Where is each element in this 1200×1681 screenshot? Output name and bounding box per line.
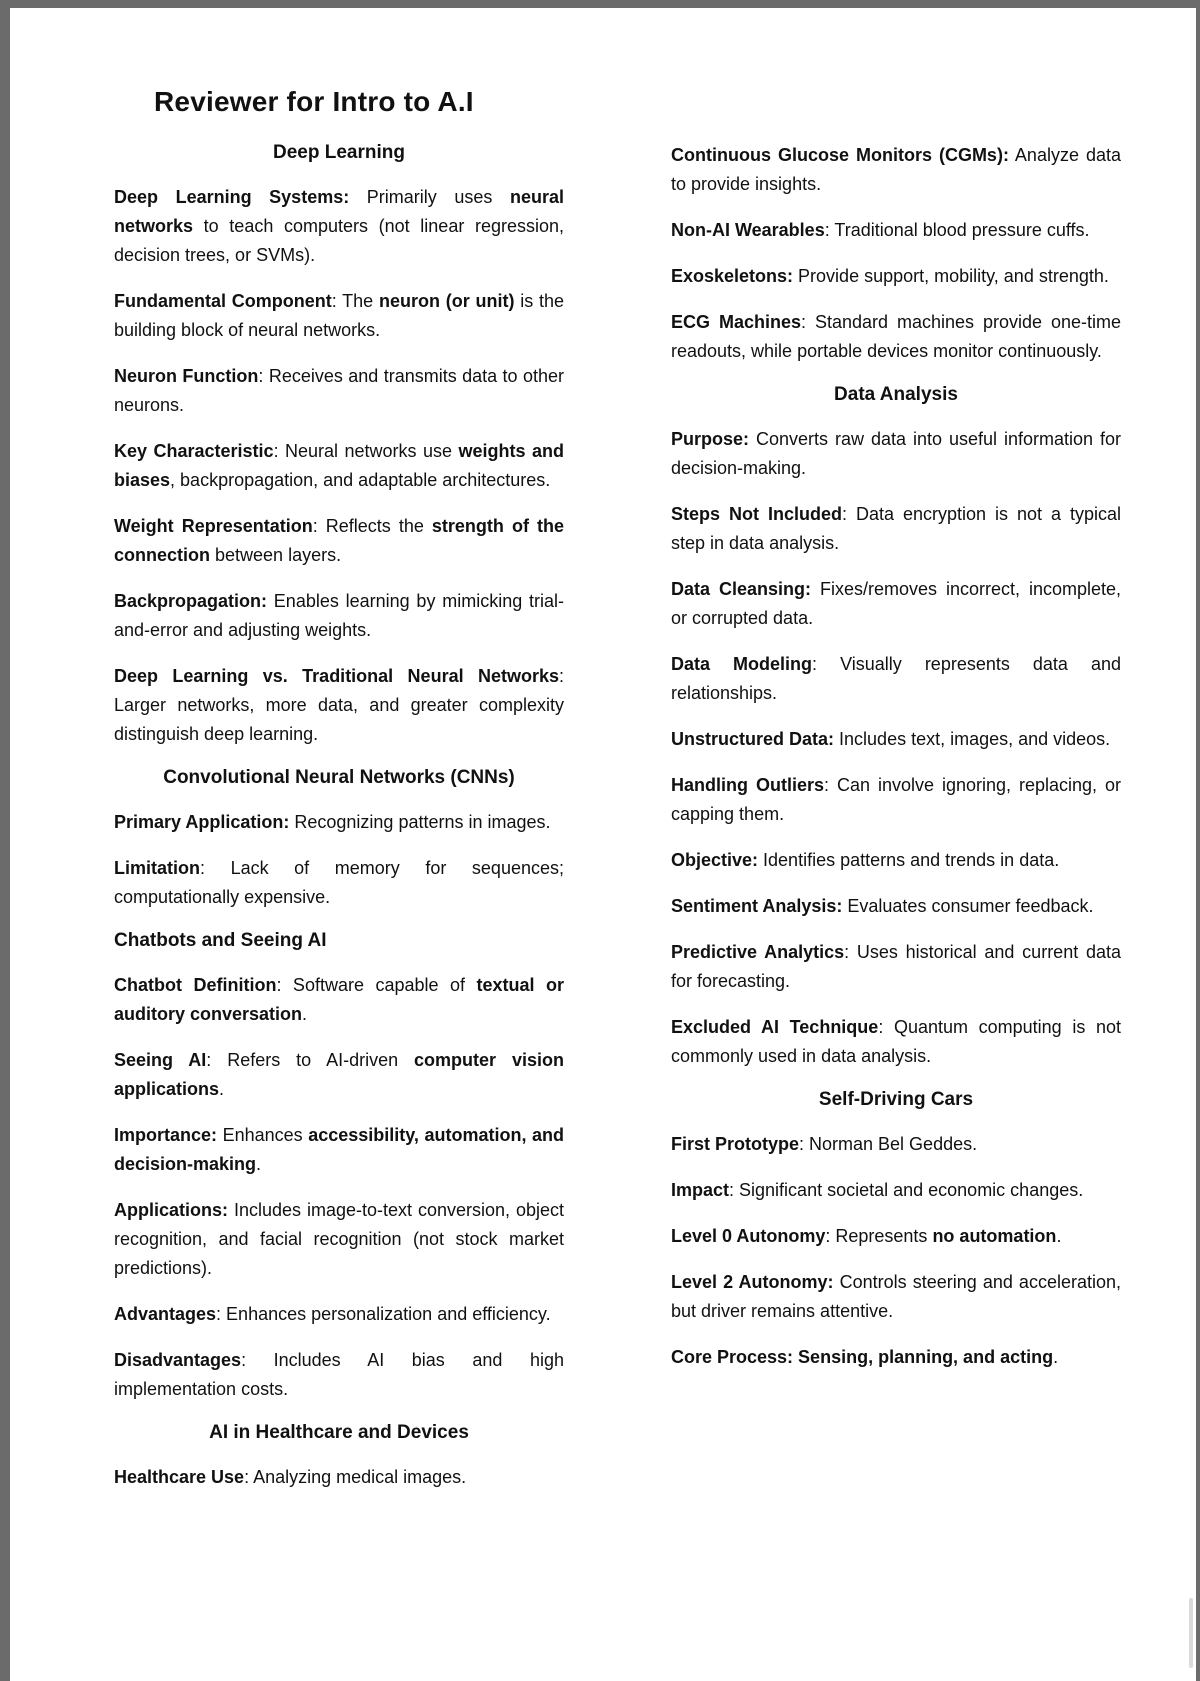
- entry-text: : Can involve ignoring, replacing, or capping them.: [671, 775, 1121, 824]
- scroll-indicator[interactable]: [1189, 1598, 1193, 1668]
- entry-bold-text: Core Process: Sensing, planning, and acting: [671, 1347, 1054, 1367]
- entry-bold-text: Backpropagation:: [114, 591, 268, 611]
- entry-paragraph: [114, 808, 564, 837]
- section-heading-self-driving-cars: Self-Driving Cars: [818, 1089, 974, 1110]
- entry-text: : Visually represents data and relationships.: [671, 654, 1121, 703]
- entry-text: .: [1056, 1226, 1062, 1246]
- entry-paragraph: [671, 771, 1121, 829]
- left-column: [114, 141, 564, 1509]
- entry-text: : Norman Bel Geddes.: [799, 1134, 978, 1154]
- entry-paragraph: [671, 1176, 1121, 1205]
- section-heading-deep-learning: Deep Learning: [273, 142, 405, 163]
- section-heading-chatbots-and-seeing-ai: Chatbots and Seeing AI: [114, 930, 327, 951]
- entry-paragraph: [114, 1196, 564, 1283]
- entry-bold-text: strength of the connection: [114, 516, 564, 565]
- entry-paragraph: [671, 1268, 1121, 1326]
- section-heading-convolutional-neural-networks-cnns: Convolutional Neural Networks (CNNs): [163, 767, 515, 788]
- entry-paragraph: [671, 938, 1121, 996]
- entry-paragraph: [114, 183, 564, 270]
- entry-text: : Receives and transmits data to other neurons.: [114, 366, 565, 415]
- entry-paragraph: [114, 1463, 564, 1492]
- entry-bold-text: neuron (or unit): [378, 291, 515, 311]
- entry-text: Includes text, images, and videos.: [834, 729, 1111, 749]
- entry-bold-text: Healthcare Use: [114, 1467, 245, 1487]
- entry-bold-text: Limitation: [114, 858, 200, 878]
- entry-paragraph: [114, 662, 564, 749]
- entry-bold-text: First Prototype: [671, 1134, 800, 1154]
- entry-paragraph: [671, 216, 1121, 245]
- entry-text: is the building block of neural networks.: [114, 291, 564, 340]
- entry-bold-text: Deep Learning Systems:: [114, 187, 350, 207]
- entry-text: : Represents: [825, 1226, 933, 1246]
- entry-paragraph: [671, 500, 1121, 558]
- entry-bold-text: Key Characteristic: [114, 441, 274, 461]
- entry-bold-text: Neuron Function: [114, 366, 259, 386]
- entry-bold-text: textual or auditory conversation: [114, 975, 564, 1024]
- entry-bold-text: Applications:: [114, 1200, 229, 1220]
- entry-text: Includes image-to-text conversion, object recognition, and facial recognition (not stock market predictions).: [114, 1200, 564, 1278]
- entry-paragraph: [671, 650, 1121, 708]
- entry-text: Analyze data to provide insights.: [671, 145, 1121, 194]
- entry-paragraph: [114, 1121, 564, 1179]
- right-column: [671, 141, 1121, 1389]
- entry-text: : Refers to AI-driven: [206, 1050, 415, 1070]
- entry-bold-text: Unstructured Data:: [671, 729, 835, 749]
- entry-text: .: [1053, 1347, 1059, 1367]
- entry-bold-text: weights and biases: [114, 441, 564, 490]
- entry-text: Converts raw data into useful information for decision-making.: [671, 429, 1121, 478]
- entry-text: Identifies patterns and trends in data.: [758, 850, 1060, 870]
- entry-paragraph: [114, 971, 564, 1029]
- entry-text: : Larger networks, more data, and greater complexity distinguish deep learning.: [114, 666, 564, 744]
- entry-text: Enhances: [217, 1125, 309, 1145]
- entry-text: : Data encryption is not a typical step in data analysis.: [671, 504, 1121, 553]
- entry-paragraph: [671, 725, 1121, 754]
- entry-bold-text: Importance:: [114, 1125, 218, 1145]
- entry-bold-text: Weight Representation: [114, 516, 313, 536]
- entry-bold-text: computer vision applications: [114, 1050, 564, 1099]
- entry-text: : Analyzing medical images.: [244, 1467, 467, 1487]
- entry-bold-text: Steps Not Included: [671, 504, 842, 524]
- entry-text: Provide support, mobility, and strength.: [793, 266, 1109, 286]
- entry-paragraph: [114, 587, 564, 645]
- entry-text: : Significant societal and economic changes.: [729, 1180, 1084, 1200]
- entry-bold-text: Impact: [671, 1180, 730, 1200]
- entry-bold-text: Level 2 Autonomy:: [671, 1272, 834, 1292]
- entry-text: Enables learning by mimicking trial-and-error and adjusting weights.: [114, 591, 564, 640]
- entry-paragraph: [671, 1013, 1121, 1071]
- entry-paragraph: [114, 1300, 564, 1329]
- entry-bold-text: Primary Application:: [114, 812, 290, 832]
- entry-bold-text: Deep Learning vs. Traditional Neural Networks: [114, 666, 559, 686]
- entry-bold-text: ECG Machines: [671, 312, 801, 332]
- entry-text: : Uses historical and current data for forecasting.: [671, 942, 1121, 991]
- entry-text: : Lack of memory for sequences; computationally expensive.: [114, 858, 564, 907]
- entry-text: : Software capable of: [276, 975, 477, 995]
- entry-text: : Reflects the: [312, 516, 432, 536]
- entry-paragraph: [671, 892, 1121, 921]
- entry-text: : The: [331, 291, 379, 311]
- entry-bold-text: Objective:: [671, 850, 759, 870]
- document-page: [10, 8, 1196, 1681]
- entry-bold-text: neural networks: [114, 187, 564, 236]
- entry-bold-text: Sentiment Analysis:: [671, 896, 843, 916]
- entry-paragraph: [114, 362, 564, 420]
- entry-paragraph: [671, 308, 1121, 366]
- entry-text: Recognizing patterns in images.: [289, 812, 551, 832]
- entry-text: .: [219, 1079, 225, 1099]
- entry-text: : Traditional blood pressure cuffs.: [824, 220, 1090, 240]
- entry-bold-text: Data Cleansing:: [671, 579, 811, 599]
- entry-bold-text: Fundamental Component: [114, 291, 332, 311]
- entry-paragraph: [671, 1343, 1121, 1372]
- entry-paragraph: [114, 1346, 564, 1404]
- entry-paragraph: [114, 287, 564, 345]
- section-heading-data-analysis: Data Analysis: [834, 384, 958, 405]
- entry-text: .: [302, 1004, 308, 1024]
- entry-paragraph: [114, 1046, 564, 1104]
- entry-text: Primarily uses: [349, 187, 510, 207]
- entry-text: : Quantum computing is not commonly used in data analysis.: [671, 1017, 1121, 1066]
- entry-bold-text: Seeing AI: [114, 1050, 207, 1070]
- section-heading-ai-in-healthcare-and-devices: AI in Healthcare and Devices: [209, 1422, 469, 1443]
- entry-bold-text: no automation: [932, 1226, 1057, 1246]
- entry-text: : Includes AI bias and high implementation costs.: [114, 1350, 564, 1399]
- entry-bold-text: Handling Outliers: [671, 775, 824, 795]
- entry-text: : Neural networks use: [273, 441, 459, 461]
- entry-text: Evaluates consumer feedback.: [842, 896, 1094, 916]
- entry-bold-text: Predictive Analytics: [671, 942, 845, 962]
- entry-bold-text: Advantages: [114, 1304, 217, 1324]
- entry-paragraph: [114, 512, 564, 570]
- entry-bold-text: Disadvantages: [114, 1350, 242, 1370]
- entry-paragraph: [671, 575, 1121, 633]
- entry-text: .: [256, 1154, 262, 1174]
- entry-text: Controls steering and acceleration, but driver remains attentive.: [671, 1272, 1121, 1321]
- entry-text: , backpropagation, and adaptable architectures.: [170, 470, 551, 490]
- entry-paragraph: [114, 437, 564, 495]
- entry-bold-text: Exoskeletons:: [671, 266, 794, 286]
- entry-paragraph: [671, 846, 1121, 875]
- entry-bold-text: Chatbot Definition: [114, 975, 277, 995]
- page-title: Reviewer for Intro to A.I: [154, 86, 474, 117]
- entry-bold-text: Data Modeling: [671, 654, 813, 674]
- entry-paragraph: [114, 854, 564, 912]
- entry-paragraph: [671, 425, 1121, 483]
- entry-text: : Standard machines provide one-time readouts, while portable devices monitor continuously.: [671, 312, 1121, 361]
- entry-text: : Enhances personalization and efficiency.: [216, 1304, 551, 1324]
- entry-paragraph: [671, 262, 1121, 291]
- entry-bold-text: accessibility, automation, and decision-making: [114, 1125, 565, 1174]
- entry-text: between layers.: [210, 545, 342, 565]
- entry-bold-text: Purpose:: [671, 429, 750, 449]
- entry-bold-text: Non-AI Wearables: [671, 220, 825, 240]
- entry-paragraph: [671, 1130, 1121, 1159]
- entry-text: to teach computers (not linear regression, decision trees, or SVMs).: [114, 216, 564, 265]
- entry-bold-text: Continuous Glucose Monitors (CGMs):: [671, 145, 1009, 165]
- entry-paragraph: [671, 141, 1121, 199]
- entry-bold-text: Excluded AI Technique: [671, 1017, 879, 1037]
- entry-paragraph: [671, 1222, 1121, 1251]
- entry-bold-text: Level 0 Autonomy: [671, 1226, 826, 1246]
- entry-text: Fixes/removes incorrect, incomplete, or corrupted data.: [671, 579, 1121, 628]
